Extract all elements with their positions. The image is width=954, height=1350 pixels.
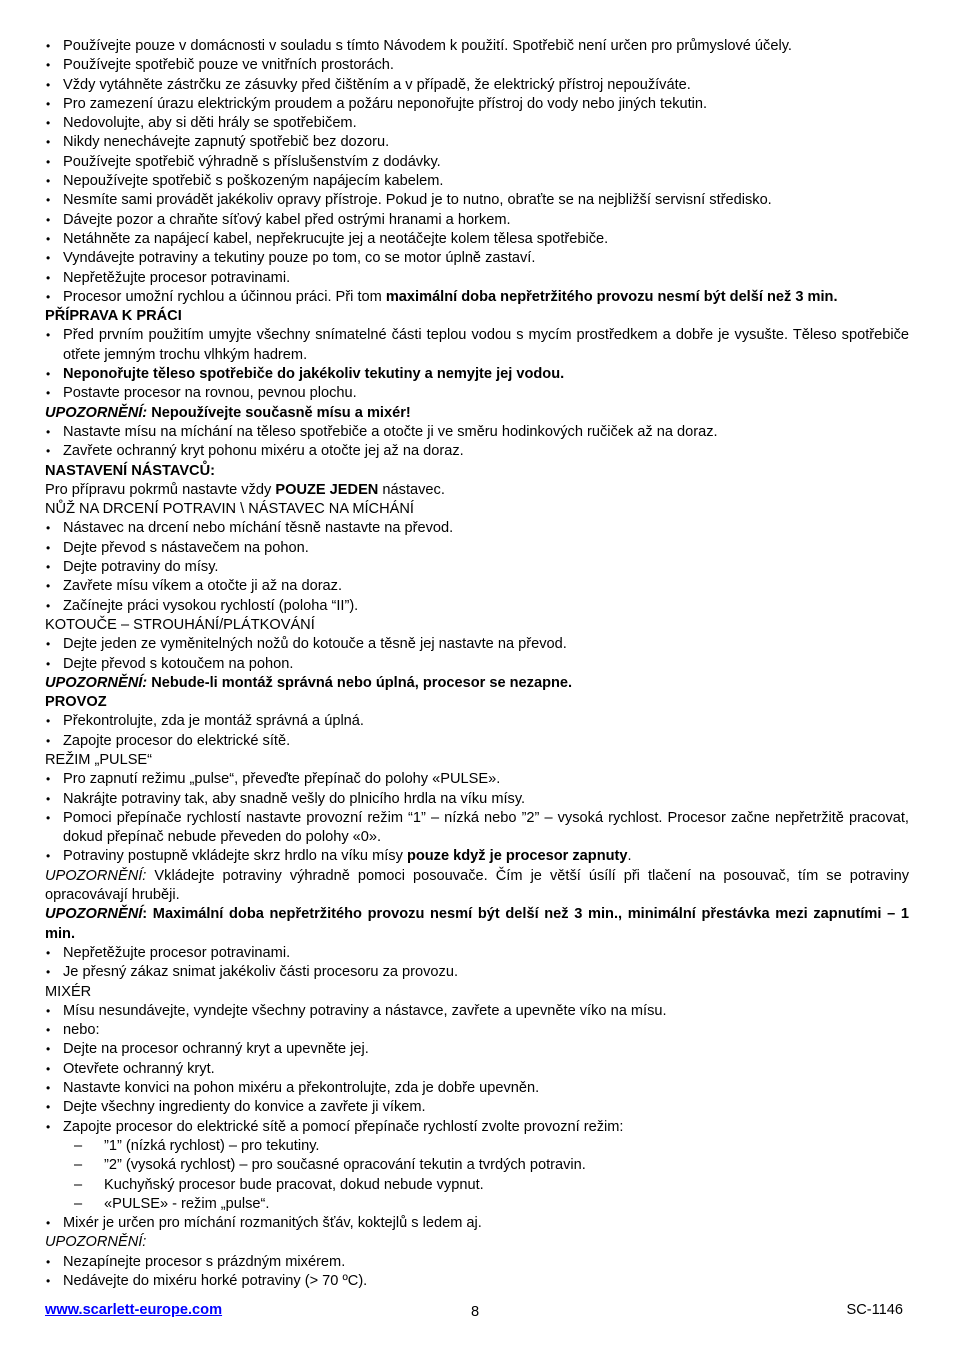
bullet-item [45,635,909,654]
bullet-text: Netáhněte za napájecí kabel, nepřekrucujte jej a neotáčejte kolem tělesa spotřebiče. [63,230,609,247]
bullet-text: Zapojte procesor do elektrické sítě. [63,732,291,749]
paragraph [45,481,909,500]
bullet-item [45,519,909,538]
bullet-item [45,269,909,288]
dash-item [45,1195,909,1214]
paragraph-text: Pro přípravu pokrmů nastavte vždy [45,481,276,498]
paragraph-text-tail: nástavec. [378,481,445,498]
section-heading [45,693,909,712]
heading-text: PŘÍPRAVA K PRÁCI [45,308,182,325]
dash-item [45,1176,909,1195]
bullet-text: Nesmíte sami provádět jakékoliv opravy přístroje. Pokud je to nutno, obraťte se na nejbližší servisní středisko. [63,192,772,209]
warning-note [45,867,909,906]
bullet-text: Pro zapnutí režimu „pulse“, převeďte přepínač do polohy «PULSE». [63,771,501,788]
subsection-title [45,983,909,1002]
dash-text: Kuchyňský procesor bude pracovat, dokud nebude vypnut. [104,1176,484,1193]
bold-text: Neponořujte těleso spotřebiče do jakékoliv tekutiny a nemyjte jej vodou. [63,366,565,383]
subsection-text: KOTOUČE – STROUHÁNÍ/PLÁTKOVÁNÍ [45,616,315,633]
bullet-text-tail: . [627,848,632,865]
bullet-text: Nedovolujte, aby si děti hrály se spotřebičem. [63,115,357,132]
bullet-item [45,539,909,558]
bullet-text: Nedávejte do mixéru horké potraviny (> 70 ºC). [63,1273,368,1289]
bullet-text: Používejte pouze v domácnosti v souladu s tímto Návodem k použití. Spotřebič není určen pro průmyslové účely. [63,38,792,54]
bullet-text: Je přesný zákaz snimat jakékoliv části procesoru za provozu. [63,964,459,981]
bullet-text: Nepřetěžujte procesor potravinami. [63,944,291,961]
bullet-item [45,211,909,230]
bullet-item [45,56,909,75]
bullet-item [45,191,909,210]
page-footer [45,1302,909,1322]
bullet-text: Před prvním použitím umyjte všechny snímatelné části teplou vodou s mycím prostředkem a dobře je vysušte. Těleso spotřebiče otřete jemným trochu vlhkým hadrem. [63,327,909,363]
subsection-title [45,500,909,519]
bullet-text: Dejte na procesor ochranný kryt a upevněte jej. [63,1041,369,1058]
bullet-text: Pomoci přepínače rychlostí nastavte provozní režim “1” – nízká nebo ”2” – vysoká rychlost. Procesor začne nepřetržitě pracovat, dokud přepínač nebude převeden do polohy «0». [63,809,909,846]
warning-note [45,1233,909,1252]
bullet-item [45,76,909,95]
bullet-item [45,1118,909,1137]
bullet-text: Mísu nesundávejte, vyndejte všechny potraviny a nástavce, zavřete a upevněte víko na mísu. [63,1002,667,1019]
bullet-text: Zavřete ochranný kryt pohonu mixéru a otočte jej až na doraz. [63,443,464,460]
bullet-item [45,423,909,442]
dash-text: ”1” (nízká rychlost) – pro tekutiny. [104,1137,320,1154]
warning-note [45,404,909,423]
bullet-item [45,597,909,616]
warning-label: UPOZORNĚNÍ: [45,674,148,691]
bullet-item [45,114,909,133]
bullet-item [45,944,909,963]
section-heading [45,462,909,481]
dash-item [45,1137,909,1156]
subsection-title [45,751,909,770]
bullet-item [45,847,909,866]
bullet-text: Používejte spotřebič výhradně s příslušenstvím z dodávky. [63,153,441,170]
warning-note [45,674,909,693]
dash-item [45,1156,909,1175]
bullet-text: Nástavec na drcení nebo míchání těsně nastavte na převod. [63,520,454,537]
warning-text: Nepoužívejte současně mísu a mixér! [147,404,411,421]
subsection-title [45,616,909,635]
warning-label: UPOZORNĚNÍ: [45,867,147,884]
bold-text: maximální doba nepřetržitého provozu nesmí být delší než 3 min. [385,288,838,305]
warning-label: UPOZORNĚNÍ: [45,1234,147,1251]
bullet-item [45,732,909,751]
warning-label: UPOZORNĚNÍ: [45,404,148,421]
bullet-text: Vyndávejte potraviny a tekutiny pouze po tom, co se motor úplně zastaví. [63,250,536,267]
bullet-item [45,230,909,249]
bullet-item [45,963,909,982]
bullet-item [45,1272,909,1291]
bullet-text: Dávejte pozor a chraňte síťový kabel před ostrými hranami a horkem. [63,211,511,228]
bullet-text: Dejte všechny ingredienty do konvice a zavřete ji víkem. [63,1099,426,1116]
bullet-item [45,172,909,191]
bullet-text: Překontrolujte, zda je montáž správná a úplná. [63,713,364,730]
page-number: 8 [471,1304,480,1320]
document-body [45,37,909,1291]
bullet-item [45,384,909,403]
bullet-item [45,770,909,789]
bullet-text: Postavte procesor na rovnou, pevnou plochu. [63,385,357,402]
bullet-text: Otevřete ochranný kryt. [63,1060,215,1077]
bullet-text: Nepoužívejte spotřebič s poškozeným napájecím kabelem. [63,173,444,190]
bullet-text: Dejte potraviny do mísy. [63,559,219,576]
bullet-text: Nepřetěžujte procesor potravinami. [63,269,291,286]
bold-text: pouze když je procesor zapnuty [406,848,628,865]
bullet-item [45,558,909,577]
heading-text: PROVOZ [45,694,107,711]
section-heading [45,307,909,326]
bullet-item [45,712,909,731]
bullet-text: Mixér je určen pro míchání rozmanitých šťáv, koktejlů s ledem aj. [63,1215,482,1232]
bullet-text: Zavřete mísu víkem a otočte ji až na doraz. [63,578,343,595]
dash-text: «PULSE» - režim „pulse“. [104,1195,270,1212]
bullet-item [45,1098,909,1117]
bullet-text: Nastavte mísu na míchání na těleso spotřebiče a otočte ji ve směru hodinkových ručiček až na doraz. [63,423,718,440]
bullet-text: Dejte převod s nástavečem na pohon. [63,539,309,556]
bullet-item [45,1253,909,1272]
website-link[interactable]: www.scarlett-europe.com [45,1302,223,1318]
bullet-item [45,153,909,172]
bullet-item [45,809,909,848]
bullet-item [45,1214,909,1233]
bullet-text: Dejte jeden ze vyměnitelných nožů do kotouče a těsně jej nastavte na převod. [63,636,567,653]
bullet-text: Začínejte práci vysokou rychlostí (poloha “II”). [63,597,359,614]
bullet-text: Nastavte konvici na pohon mixéru a překontrolujte, zda je dobře upevněn. [63,1080,540,1097]
bullet-text: Nikdy nenechávejte zapnutý spotřebič bez dozoru. [63,134,390,151]
warning-note [45,905,909,944]
bold-text: POUZE JEDEN [275,481,379,498]
bullet-item [45,95,909,114]
dash-text: ”2” (vysoká rychlost) – pro současné opracování tekutin a tvrdých potravin. [104,1157,586,1174]
bullet-text: Zapojte procesor do elektrické sítě a pomocí přepínače rychlostí zvolte provozní režim: [63,1118,624,1135]
bullet-text: Vždy vytáhněte zástrčku ze zásuvky před čištěním a v případě, že elektrický přístroj nepoužíváte. [63,76,691,93]
subsection-text: NŮŽ NA DRCENÍ POTRAVIN \ NÁSTAVEC NA MÍCHÁNÍ [45,501,414,518]
bullet-text: Dejte převod s kotoučem na pohon. [63,655,294,672]
model-number: SC-1146 [846,1302,903,1318]
bullet-item [45,442,909,461]
warning-text: Vkládejte potraviny výhradně pomoci posouvače. Čím je větší úsílí při tlačení na posouvač, tím se potraviny opracovávají hruběji. [45,867,909,904]
subsection-text: MIXÉR [45,983,92,1000]
bullet-item [45,133,909,152]
bullet-item [45,1021,909,1040]
bullet-text: Používejte spotřebič pouze ve vnitřních prostorách. [63,57,394,74]
bullet-item [45,326,909,365]
bullet-item [45,1079,909,1098]
bullet-text: Pro zamezení úrazu elektrickým proudem a požáru neponořujte přístroj do vody nebo jiných tekutin. [63,95,708,112]
bullet-item [45,577,909,596]
bullet-text: Nezapínejte procesor s prázdným mixérem. [63,1253,346,1270]
bullet-text: Procesor umožní rychlou a účinnou práci. Při tom [63,288,386,305]
bullet-item [45,249,909,268]
heading-text: NASTAVENÍ NÁSTAVCŮ: [45,462,215,479]
bullet-text: Nakrájte potraviny tak, aby snadně vešly do plnicího hrdla na víku mísy. [63,790,526,807]
bullet-item [45,655,909,674]
bullet-item [45,365,909,384]
warning-label: UPOZORNĚNÍ [45,906,143,923]
bullet-item [45,1002,909,1021]
bullet-text: Potraviny postupně vkládejte skrz hrdlo na víku mísy [63,848,407,865]
subsection-text: REŽIM „PULSE“ [45,751,153,768]
bullet-item [45,37,909,56]
bullet-item [45,790,909,809]
warning-text: : Maximální doba nepřetržitého provozu nesmí být delší než 3 min., minimální přestávka mezi zapnutími – 1 min. [45,906,909,942]
warning-text: Nebude-li montáž správná nebo úplná, procesor se nezapne. [147,674,573,691]
bullet-item [45,1040,909,1059]
bullet-item [45,1060,909,1079]
bullet-text: nebo: [63,1022,100,1039]
bullet-item [45,288,909,307]
